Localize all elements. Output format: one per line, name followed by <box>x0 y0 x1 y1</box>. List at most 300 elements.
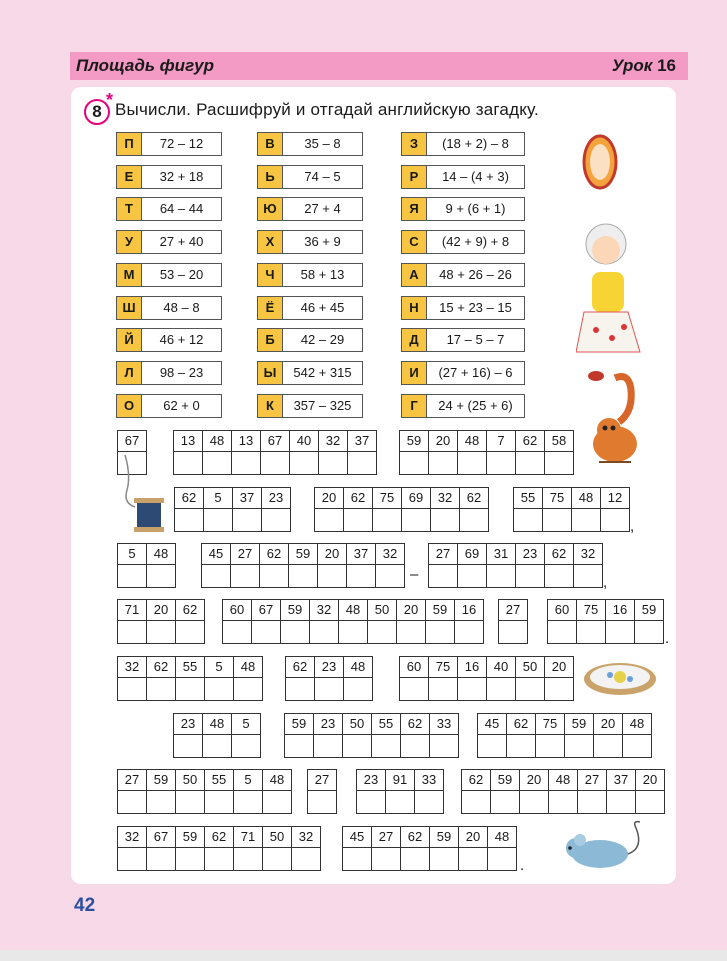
answer-cell[interactable] <box>147 565 175 587</box>
cipher-number: 20 <box>318 544 346 565</box>
hoop-embroidery-illustration <box>580 655 660 700</box>
cipher-cell <box>487 431 516 474</box>
answer-cell[interactable] <box>314 735 342 757</box>
clue-expression: 17 – 5 – 7 <box>446 332 505 347</box>
clue-letter: Ч <box>258 264 283 286</box>
clue-box <box>116 328 222 352</box>
cipher-cell <box>281 600 310 643</box>
cipher-cell <box>520 770 549 813</box>
answer-cell[interactable] <box>344 509 372 531</box>
answer-cell[interactable] <box>147 791 175 813</box>
cipher-number: 45 <box>478 714 506 735</box>
cipher-cell <box>233 488 262 531</box>
answer-cell[interactable] <box>348 452 376 474</box>
answer-cell[interactable] <box>400 678 428 700</box>
mouse-tail <box>628 822 640 854</box>
cipher-cell <box>548 600 577 643</box>
answer-cell[interactable] <box>487 452 515 474</box>
cipher-cell <box>400 657 429 700</box>
cipher-cell <box>285 714 314 757</box>
answer-cell[interactable] <box>372 735 400 757</box>
mirror-face <box>590 144 610 180</box>
lesson-word: Урок <box>611 56 653 75</box>
answer-cell[interactable] <box>401 848 429 870</box>
answer-cell[interactable] <box>429 452 457 474</box>
clue-letter: Х <box>258 231 283 253</box>
cipher-cell <box>499 600 527 643</box>
answer-cell[interactable] <box>549 791 577 813</box>
answer-cell[interactable] <box>281 621 309 643</box>
answer-cell[interactable] <box>289 565 317 587</box>
answer-cell[interactable] <box>318 565 346 587</box>
answer-cell[interactable] <box>147 678 175 700</box>
cipher-number: 16 <box>606 600 634 621</box>
cipher-number: 16 <box>458 657 486 678</box>
answer-cell[interactable] <box>487 678 515 700</box>
cipher-cell <box>205 827 234 870</box>
cipher-cell <box>415 770 443 813</box>
answer-cell[interactable] <box>315 509 343 531</box>
cipher-cell <box>459 827 488 870</box>
cipher-word <box>285 656 373 701</box>
cipher-number: 20 <box>545 657 573 678</box>
cipher-cell <box>147 770 176 813</box>
cipher-cell <box>601 488 629 531</box>
cipher-number: 62 <box>205 827 233 848</box>
answer-cell[interactable] <box>462 791 490 813</box>
answer-cell[interactable] <box>623 735 651 757</box>
answer-cell[interactable] <box>204 509 232 531</box>
clue-box <box>257 296 363 320</box>
cipher-number: 62 <box>516 431 544 452</box>
cipher-cell <box>231 544 260 587</box>
cipher-cell <box>623 714 651 757</box>
answer-cell[interactable] <box>516 452 544 474</box>
cipher-number: 23 <box>357 770 385 791</box>
cipher-cell <box>232 714 260 757</box>
answer-cell[interactable] <box>174 452 202 474</box>
answer-cell[interactable] <box>488 848 516 870</box>
clue-box <box>257 132 363 156</box>
answer-cell[interactable] <box>577 621 605 643</box>
clue-letter: Н <box>402 297 427 319</box>
cipher-number: 60 <box>548 600 576 621</box>
clue-letter: Б <box>258 329 283 351</box>
cipher-cell <box>458 657 487 700</box>
cipher-cell <box>205 770 234 813</box>
cipher-number: 23 <box>516 544 544 565</box>
cipher-number: 32 <box>319 431 347 452</box>
cipher-word <box>173 430 377 475</box>
cipher-cell <box>574 544 602 587</box>
cipher-cell <box>549 770 578 813</box>
answer-cell[interactable] <box>545 565 573 587</box>
answer-cell[interactable] <box>373 509 401 531</box>
answer-cell[interactable] <box>426 621 454 643</box>
cipher-cell <box>460 488 488 531</box>
cipher-cell <box>118 600 147 643</box>
cipher-cell <box>263 770 291 813</box>
answer-cell[interactable] <box>607 791 635 813</box>
mouse-illustration <box>548 818 648 873</box>
cat-illustration <box>585 372 645 472</box>
answer-cell[interactable] <box>400 452 428 474</box>
answer-cell[interactable] <box>491 791 519 813</box>
answer-cell[interactable] <box>401 735 429 757</box>
cipher-number: 33 <box>430 714 458 735</box>
answer-cell[interactable] <box>176 678 204 700</box>
answer-cell[interactable] <box>261 452 289 474</box>
cipher-cell <box>545 431 573 474</box>
cipher-number: 62 <box>460 488 488 509</box>
clue-letter: Ш <box>117 297 142 319</box>
answer-cell[interactable] <box>203 452 231 474</box>
answer-cell[interactable] <box>459 848 487 870</box>
answer-cell[interactable] <box>430 735 458 757</box>
cipher-cell <box>343 714 372 757</box>
answer-cell[interactable] <box>536 735 564 757</box>
cipher-number: 20 <box>520 770 548 791</box>
header-bar <box>70 52 688 80</box>
cipher-word <box>117 599 205 644</box>
cipher-number: 7 <box>487 431 515 452</box>
clue-box <box>401 263 525 287</box>
cipher-cell <box>261 431 290 474</box>
answer-cell[interactable] <box>565 735 593 757</box>
answer-cell[interactable] <box>514 509 542 531</box>
cipher-cell <box>578 770 607 813</box>
answer-cell[interactable] <box>234 791 262 813</box>
cipher-number: 59 <box>400 431 428 452</box>
punct-dash: – <box>410 566 419 583</box>
answer-cell[interactable] <box>118 678 146 700</box>
clue-expression: 542 + 315 <box>293 365 352 380</box>
cipher-number: 60 <box>223 600 251 621</box>
cipher-number: 75 <box>577 600 605 621</box>
answer-cell[interactable] <box>343 735 371 757</box>
cipher-number: 32 <box>376 544 404 565</box>
answer-cell[interactable] <box>431 509 459 531</box>
answer-cell[interactable] <box>118 848 146 870</box>
cipher-cell <box>147 600 176 643</box>
answer-cell[interactable] <box>176 848 204 870</box>
clue-expression: 15 + 23 – 15 <box>439 300 512 315</box>
answer-cell[interactable] <box>455 621 483 643</box>
answer-cell[interactable] <box>203 735 231 757</box>
answer-cell[interactable] <box>545 452 573 474</box>
cipher-cell <box>565 714 594 757</box>
answer-cell[interactable] <box>147 621 175 643</box>
cipher-cell <box>318 544 347 587</box>
cipher-number: 59 <box>281 600 309 621</box>
answer-cell[interactable] <box>308 791 336 813</box>
cipher-cell <box>118 770 147 813</box>
cipher-word <box>399 430 574 475</box>
clue-box <box>116 394 222 418</box>
cipher-number: 62 <box>545 544 573 565</box>
answer-cell[interactable] <box>290 452 318 474</box>
answer-cell[interactable] <box>574 565 602 587</box>
cipher-number: 59 <box>147 770 175 791</box>
answer-cell[interactable] <box>572 509 600 531</box>
cipher-cell <box>491 770 520 813</box>
cipher-number: 32 <box>292 827 320 848</box>
answer-cell[interactable] <box>118 621 146 643</box>
cipher-word <box>477 713 652 758</box>
answer-cell[interactable] <box>429 565 457 587</box>
cipher-number: 62 <box>147 657 175 678</box>
lesson-label <box>612 56 676 76</box>
answer-cell[interactable] <box>174 735 202 757</box>
clue-letter: Д <box>402 329 427 351</box>
answer-cell[interactable] <box>548 621 576 643</box>
answer-cell[interactable] <box>315 678 343 700</box>
punct-period-1: . <box>665 630 670 647</box>
cipher-number: 48 <box>488 827 516 848</box>
answer-cell[interactable] <box>347 565 375 587</box>
answer-cell[interactable] <box>118 565 146 587</box>
answer-cell[interactable] <box>147 848 175 870</box>
answer-cell[interactable] <box>460 509 488 531</box>
cipher-cell <box>289 544 318 587</box>
cipher-number: 27 <box>372 827 400 848</box>
clue-expression: 27 + 4 <box>304 201 341 216</box>
cipher-number: 67 <box>118 431 146 452</box>
clue-box <box>401 132 525 156</box>
answer-cell[interactable] <box>232 735 260 757</box>
answer-cell[interactable] <box>636 791 664 813</box>
cipher-cell <box>572 488 601 531</box>
cipher-number: 50 <box>176 770 204 791</box>
punct-comma-2: , <box>603 574 608 591</box>
cipher-number: 48 <box>344 657 372 678</box>
clue-box <box>116 263 222 287</box>
cipher-word <box>117 769 292 814</box>
cipher-number: 60 <box>400 657 428 678</box>
cipher-number: 50 <box>343 714 371 735</box>
cipher-cell <box>455 600 483 643</box>
cipher-cell <box>308 770 336 813</box>
woman-skirt <box>576 312 640 352</box>
answer-cell[interactable] <box>594 735 622 757</box>
answer-cell[interactable] <box>487 565 515 587</box>
answer-cell[interactable] <box>343 848 371 870</box>
answer-cell[interactable] <box>458 678 486 700</box>
answer-cell[interactable] <box>205 791 233 813</box>
cipher-cell <box>343 827 372 870</box>
cipher-number: 59 <box>635 600 663 621</box>
cipher-number: 50 <box>368 600 396 621</box>
cipher-cell <box>147 544 175 587</box>
answer-cell[interactable] <box>175 509 203 531</box>
answer-cell[interactable] <box>205 848 233 870</box>
clue-expression: 53 – 20 <box>159 267 204 282</box>
answer-cell[interactable] <box>601 509 629 531</box>
answer-cell[interactable] <box>223 621 251 643</box>
answer-cell[interactable] <box>635 621 663 643</box>
answer-cell[interactable] <box>205 678 233 700</box>
cipher-number: 27 <box>578 770 606 791</box>
cipher-number: 27 <box>118 770 146 791</box>
answer-cell[interactable] <box>286 678 314 700</box>
answer-cell[interactable] <box>458 565 486 587</box>
answer-cell[interactable] <box>606 621 634 643</box>
cipher-cell <box>205 657 234 700</box>
answer-cell[interactable] <box>260 565 288 587</box>
answer-cell[interactable] <box>285 735 313 757</box>
cipher-number: 27 <box>231 544 259 565</box>
cipher-number: 59 <box>176 827 204 848</box>
cipher-word <box>547 599 664 644</box>
cipher-cell <box>402 488 431 531</box>
answer-cell[interactable] <box>262 509 290 531</box>
answer-cell[interactable] <box>520 791 548 813</box>
cipher-cell <box>260 544 289 587</box>
answer-cell[interactable] <box>232 452 260 474</box>
answer-cell[interactable] <box>357 791 385 813</box>
clue-box <box>401 328 525 352</box>
cipher-cell <box>516 657 545 700</box>
answer-cell[interactable] <box>234 848 262 870</box>
cipher-cell <box>429 431 458 474</box>
cipher-cell <box>174 714 203 757</box>
answer-cell[interactable] <box>339 621 367 643</box>
cipher-cell <box>118 544 147 587</box>
answer-cell[interactable] <box>263 848 291 870</box>
clue-letter: Ё <box>258 297 283 319</box>
answer-cell[interactable] <box>176 621 204 643</box>
clue-expression: 46 + 45 <box>300 300 345 315</box>
cipher-number: 20 <box>459 827 487 848</box>
cipher-cell <box>397 600 426 643</box>
cipher-cell <box>348 431 376 474</box>
answer-cell[interactable] <box>319 452 347 474</box>
answer-cell[interactable] <box>478 735 506 757</box>
cipher-word <box>513 487 630 532</box>
clue-expression: 74 – 5 <box>304 169 341 184</box>
cipher-cell <box>401 827 430 870</box>
answer-cell[interactable] <box>507 735 535 757</box>
clue-box <box>116 132 222 156</box>
answer-cell[interactable] <box>402 509 430 531</box>
cipher-number: 50 <box>263 827 291 848</box>
cipher-number: 62 <box>507 714 535 735</box>
cipher-cell <box>607 770 636 813</box>
cipher-number: 20 <box>429 431 457 452</box>
answer-cell[interactable] <box>176 791 204 813</box>
answer-cell[interactable] <box>516 565 544 587</box>
cipher-cell <box>514 488 543 531</box>
cipher-number: 13 <box>174 431 202 452</box>
woman-mirror-illustration <box>576 132 646 392</box>
answer-cell[interactable] <box>499 621 527 643</box>
cipher-number: 20 <box>147 600 175 621</box>
cipher-cell <box>263 827 292 870</box>
cipher-number: 45 <box>343 827 371 848</box>
cipher-word <box>307 769 337 814</box>
clue-box <box>401 296 525 320</box>
answer-cell[interactable] <box>372 848 400 870</box>
cipher-number: 12 <box>601 488 629 509</box>
cipher-number: 32 <box>118 827 146 848</box>
cipher-cell <box>373 488 402 531</box>
answer-cell[interactable] <box>545 678 573 700</box>
cipher-word <box>117 656 263 701</box>
answer-cell[interactable] <box>376 565 404 587</box>
punct-comma-1: , <box>630 518 635 535</box>
cipher-cell <box>429 657 458 700</box>
clue-box <box>257 263 363 287</box>
answer-cell[interactable] <box>233 509 261 531</box>
answer-cell[interactable] <box>429 678 457 700</box>
cipher-cell <box>401 714 430 757</box>
clue-box <box>257 394 363 418</box>
answer-cell[interactable] <box>543 509 571 531</box>
cipher-number: 20 <box>315 488 343 509</box>
cipher-number: 71 <box>234 827 262 848</box>
cipher-cell <box>118 657 147 700</box>
answer-cell[interactable] <box>458 452 486 474</box>
cipher-number: 50 <box>516 657 544 678</box>
cipher-cell <box>594 714 623 757</box>
answer-cell[interactable] <box>368 621 396 643</box>
cipher-cell <box>344 657 372 700</box>
answer-cell[interactable] <box>234 678 262 700</box>
answer-cell[interactable] <box>263 791 291 813</box>
cipher-number: 32 <box>431 488 459 509</box>
cipher-cell <box>319 431 348 474</box>
cipher-number: 5 <box>204 488 232 509</box>
answer-cell[interactable] <box>386 791 414 813</box>
answer-cell[interactable] <box>344 678 372 700</box>
clue-expression: 72 – 12 <box>159 136 204 151</box>
answer-cell[interactable] <box>231 565 259 587</box>
answer-cell[interactable] <box>252 621 280 643</box>
clue-expression: 14 – (4 + 3) <box>442 169 509 184</box>
spool-body <box>137 500 161 530</box>
clue-letter: В <box>258 133 283 155</box>
clue-box <box>116 230 222 254</box>
cipher-number: 5 <box>205 657 233 678</box>
cipher-word <box>428 543 603 588</box>
answer-cell[interactable] <box>202 565 230 587</box>
clue-letter: Е <box>117 166 142 188</box>
clue-expression: 24 + (25 + 6) <box>438 398 513 413</box>
answer-cell[interactable] <box>516 678 544 700</box>
cipher-number: 20 <box>636 770 664 791</box>
answer-cell[interactable] <box>310 621 338 643</box>
punct-period-2: . <box>520 857 525 874</box>
clue-letter: С <box>402 231 427 253</box>
cipher-cell <box>635 600 663 643</box>
cipher-number: 48 <box>549 770 577 791</box>
answer-cell[interactable] <box>292 848 320 870</box>
cipher-number: 59 <box>285 714 313 735</box>
cipher-cell <box>315 657 344 700</box>
clue-box <box>401 361 525 385</box>
answer-cell[interactable] <box>397 621 425 643</box>
cipher-cell <box>202 544 231 587</box>
answer-cell[interactable] <box>118 791 146 813</box>
lesson-number: 16 <box>657 56 676 75</box>
answer-cell[interactable] <box>578 791 606 813</box>
cipher-number: 48 <box>263 770 291 791</box>
cipher-number: 37 <box>347 544 375 565</box>
answer-cell[interactable] <box>415 791 443 813</box>
answer-cell[interactable] <box>430 848 458 870</box>
cipher-number: 59 <box>289 544 317 565</box>
cipher-number: 32 <box>310 600 338 621</box>
